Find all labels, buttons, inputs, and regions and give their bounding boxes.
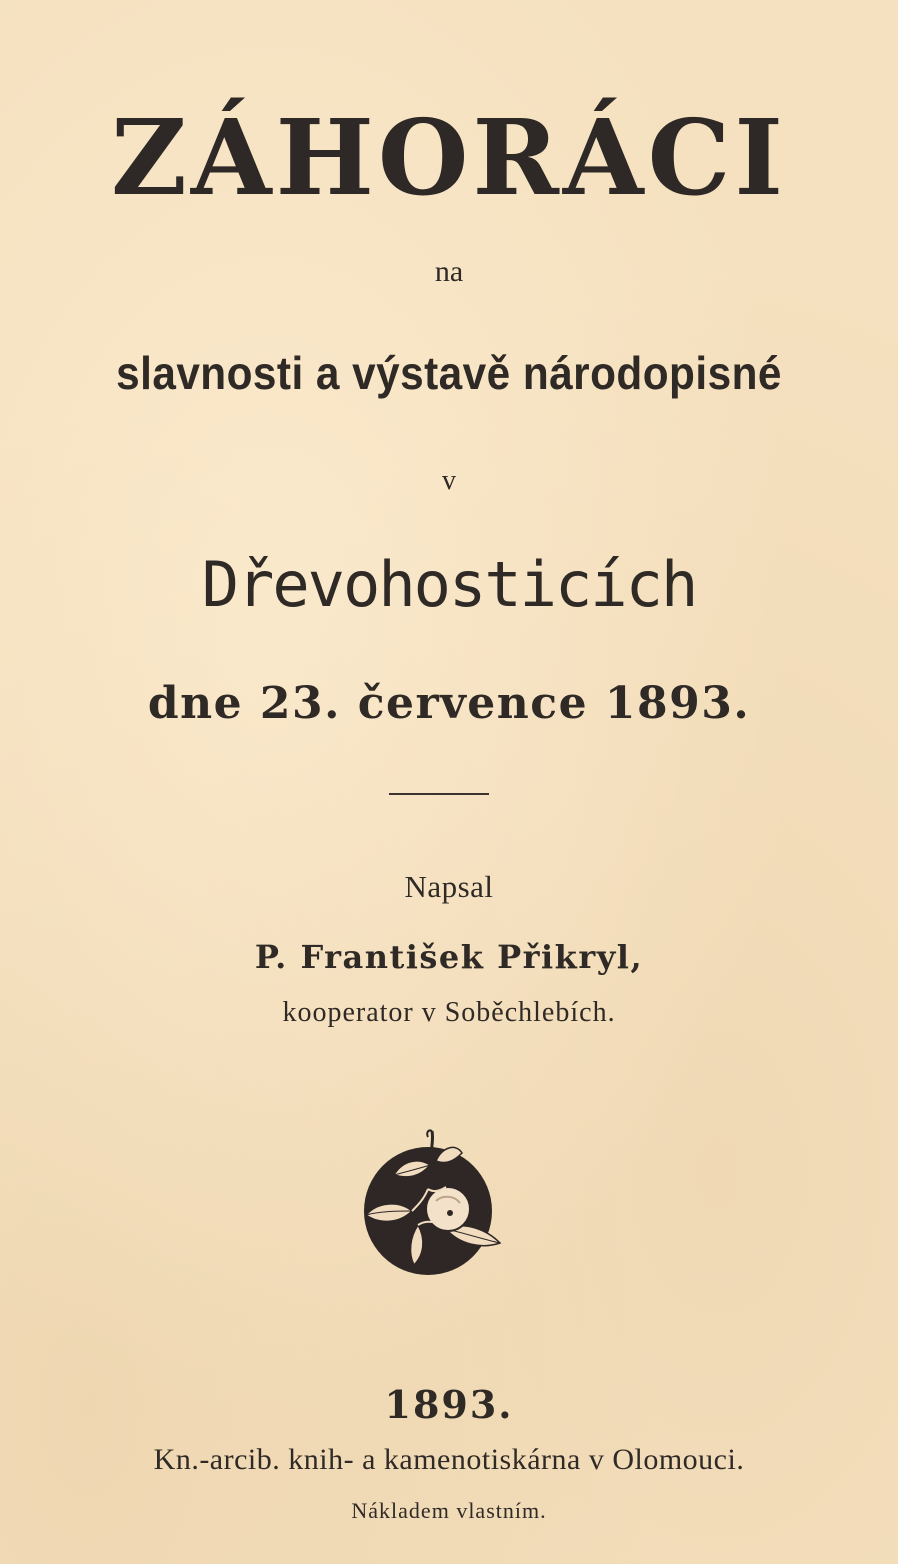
event-date: dne 23. července 1893.: [147, 678, 751, 729]
author-role: kooperator v Soběchlebích.: [282, 997, 616, 1028]
fruit-branch-icon: [358, 1125, 504, 1277]
book-subtitle: slavnosti a výstavě národopisné: [116, 347, 782, 399]
printer-imprint: Kn.-arcib. knih- a kamenotiskárna v Olomouci.: [153, 1443, 745, 1476]
author-name: P. František Přikryl,: [254, 938, 644, 976]
publisher-note: Nákladem vlastním.: [351, 1498, 547, 1523]
book-title: ZÁHORÁCI: [110, 96, 787, 219]
byline-label: Napsal: [404, 869, 494, 904]
preposition-v: v: [442, 465, 456, 496]
preposition-na: na: [434, 255, 464, 288]
divider-rule: [389, 793, 489, 795]
place-name: Dřevohosticích: [201, 548, 697, 621]
publication-year: 1893.: [384, 1382, 514, 1427]
